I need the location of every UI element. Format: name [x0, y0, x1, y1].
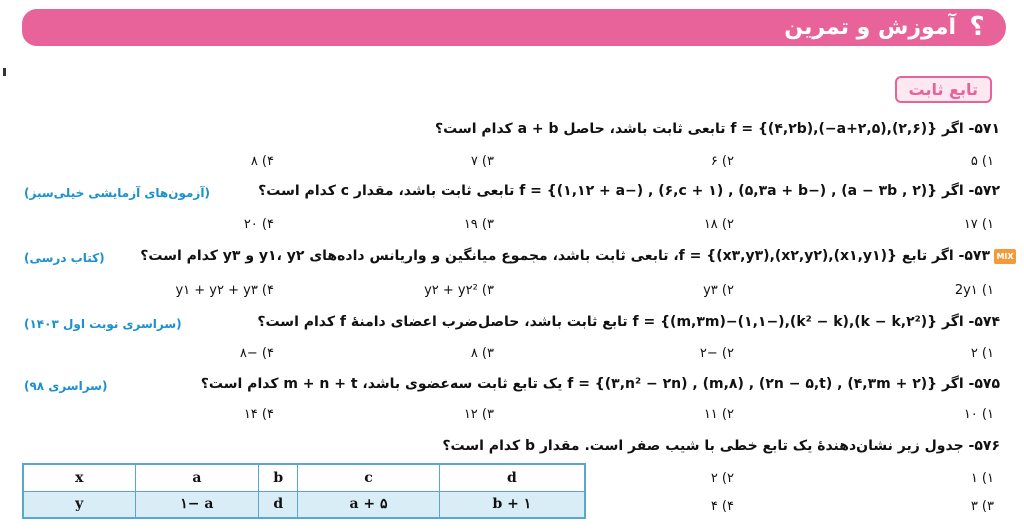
q572-option-2[interactable]: ۲) ۱۸ — [703, 217, 734, 232]
q573-option-3[interactable]: ۳) y۲ + y۲² — [424, 283, 494, 298]
mix-badge: MIX — [994, 249, 1016, 264]
question-572-source: (آزمون‌های آزمایشی خیلی‌سبز) — [24, 186, 210, 200]
q576-option-1[interactable]: ۱) ۱ — [970, 471, 994, 486]
table-cell: d — [259, 491, 298, 518]
q573-option-2[interactable]: ۲) y۳ — [703, 283, 734, 298]
table-cell: d — [439, 464, 585, 491]
q571-option-3[interactable]: ۳) ۷ — [470, 154, 494, 169]
q571-option-4[interactable]: ۴) ۸ — [250, 154, 274, 169]
question-575-text: ۵۷۵- اگر {(۴,۳m + ۲) , (۲n − ۵,t) , (m,۸) , (۳,n² − ۲n)} = f یک تابع ثابت سه‌عضوی باشد، m + n + t کدام است؟ — [200, 376, 1000, 392]
q571-option-2[interactable]: ۲) ۶ — [710, 154, 734, 169]
header-bar — [22, 9, 1006, 46]
table-cell: b — [259, 464, 298, 491]
q574-option-2[interactable]: ۲) −۲ — [699, 346, 734, 361]
table-cell: a + ۵ — [298, 491, 439, 518]
question-574-text: ۵۷۴- اگر {(k − k,۲²),(k² − k),(−۱,۱)−(m,۳m)} = f تابع ثابت باشد، حاصل‌ضرب اعضای دامنهٔ f کدام است؟ — [257, 314, 1000, 330]
question-mark-icon: ؟ — [969, 12, 985, 42]
table-cell: a — [135, 464, 259, 491]
q573-option-4[interactable]: ۴) y۱ + y۲ + y۳ — [175, 283, 274, 298]
table-cell: x — [23, 464, 135, 491]
q571-option-1[interactable]: ۱) ۵ — [970, 154, 994, 169]
q574-option-3[interactable]: ۳) ۸ — [470, 346, 494, 361]
table-cell: y — [23, 491, 135, 518]
q575-option-3[interactable]: ۳) ۱۲ — [463, 407, 494, 422]
q576-option-4[interactable]: ۴) ۴ — [710, 499, 734, 514]
section-title: تابع ثابت — [895, 76, 992, 103]
q572-option-4[interactable]: ۴) ۲۰ — [243, 217, 274, 232]
table-row — [23, 464, 585, 491]
question-575-source: (سراسری ۹۸) — [24, 379, 108, 393]
table-cell: ۱− a — [135, 491, 259, 518]
table-cell: c — [298, 464, 439, 491]
q573-option-1[interactable]: ۱) 2y۱ — [954, 283, 994, 298]
q575-option-1[interactable]: ۱) ۱۰ — [963, 407, 994, 422]
q576-option-2[interactable]: ۲) ۲ — [710, 471, 734, 486]
table-cell: b + ۱ — [439, 491, 585, 518]
q574-option-4[interactable]: ۴) −۸ — [239, 346, 274, 361]
margin-mark — [3, 68, 6, 76]
q572-option-3[interactable]: ۳) ۱۹ — [463, 217, 494, 232]
q575-option-2[interactable]: ۲) ۱۱ — [703, 407, 734, 422]
question-571-text: ۵۷۱- اگر {(۲,۶),(۵,a+۲−),(۴,۲b)} = f تابعی ثابت باشد، حاصل a + b کدام است؟ — [435, 121, 1000, 137]
question-573-source: (کتاب درسی) — [24, 251, 105, 265]
question-576-text: ۵۷۶- جدول زیر نشان‌دهندهٔ یک تابع خطی با شیب صفر است. مقدار b کدام است؟ — [442, 438, 1000, 454]
page-title: آموزش و تمرین — [784, 15, 956, 40]
question-572-text: ۵۷۲- اگر {(۲ , a − ۳b) , (−۵,۳a + b) , (۶,c + ۱) , (−۱,۱۲ + a)} = f تابعی ثابت باشد، مقدار c کدام است؟ — [258, 183, 1000, 199]
question-574-source: (سراسری نوبت اول ۱۴۰۳) — [24, 317, 182, 331]
q574-option-1[interactable]: ۱) ۲ — [970, 346, 994, 361]
function-table — [22, 463, 586, 519]
table-row — [23, 491, 585, 518]
q572-option-1[interactable]: ۱) ۱۷ — [963, 217, 994, 232]
q575-option-4[interactable]: ۴) ۱۴ — [243, 407, 274, 422]
q576-option-3[interactable]: ۳) ۳ — [970, 499, 994, 514]
question-573-text: ۵۷۳- اگر تابع {(x۱,y۱),(x۲,y۲),(x۳,y۳)} = f، تابعی ثابت باشد، مجموع میانگین و واریانس داده‌های y۱، y۲ و y۳ کدام است؟ — [140, 248, 990, 264]
